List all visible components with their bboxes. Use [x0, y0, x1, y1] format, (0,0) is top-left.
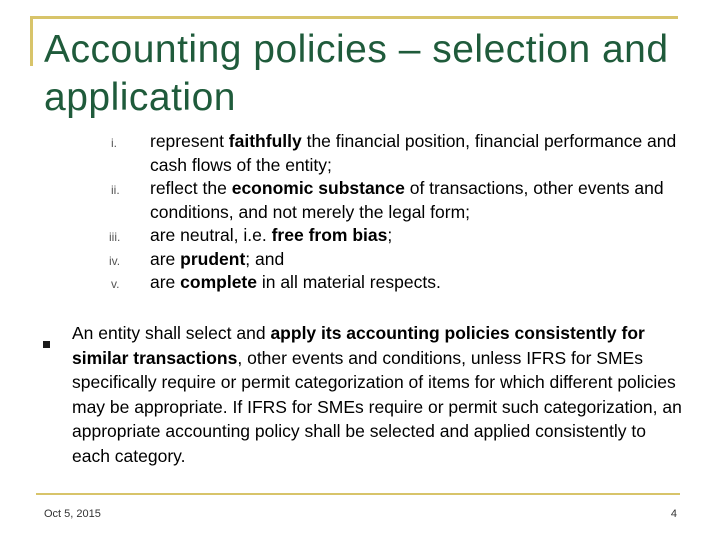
square-bullet-icon: [43, 341, 50, 348]
emphasis-text: faithfully: [228, 131, 302, 151]
text-run: in all material respects.: [256, 272, 441, 292]
text-run: of transactions, other events and conditions, and not merely the legal form;: [150, 178, 664, 222]
emphasis-text: prudent: [180, 249, 246, 269]
list-item-number: i.: [111, 136, 117, 150]
footer-date: Oct 5, 2015: [44, 508, 101, 520]
text-run: represent: [150, 131, 229, 151]
slide-title: Accounting policies – selection and application: [44, 28, 669, 119]
bottom-rule: [36, 493, 680, 495]
emphasis-text: economic substance: [231, 178, 405, 198]
emphasis-text: complete: [180, 272, 257, 292]
text-run: , other events and conditions, unless IFRS for SMEs specifically require or permit categorization of items for which different policies may be appropriate. If IFRS for SMEs require or permit such categorization, an appropriate accounting policy shall be selected and applied consistently to each category.: [72, 347, 682, 466]
list-item-number: v.: [111, 277, 120, 291]
text-run: reflect the: [150, 178, 232, 198]
list-item-number: ii.: [111, 183, 120, 197]
emphasis-text: free from bias: [271, 225, 388, 245]
policy-paragraph: [72, 321, 682, 469]
left-rule: [30, 16, 33, 66]
text-run: ; and: [245, 249, 285, 269]
list-item-text: [150, 248, 690, 272]
text-run: are neutral, i.e.: [150, 225, 272, 245]
list-item-text: [150, 224, 690, 248]
text-run: are: [150, 249, 181, 269]
text-run: ;: [387, 225, 393, 245]
list-item-number: iii.: [109, 230, 121, 244]
list-item-text: [150, 130, 690, 177]
top-rule: [30, 16, 678, 19]
text-run: are: [150, 272, 181, 292]
list-item-number: iv.: [109, 254, 121, 268]
list-item-text: [150, 177, 690, 224]
text-run: An entity shall select and: [72, 323, 271, 343]
list-item-text: [150, 271, 690, 295]
page-number: 4: [670, 508, 677, 520]
emphasis-text: apply its accounting policies consistently for similar transactions: [72, 323, 645, 368]
text-run: the financial position, financial performance and cash flows of the entity;: [150, 131, 677, 175]
